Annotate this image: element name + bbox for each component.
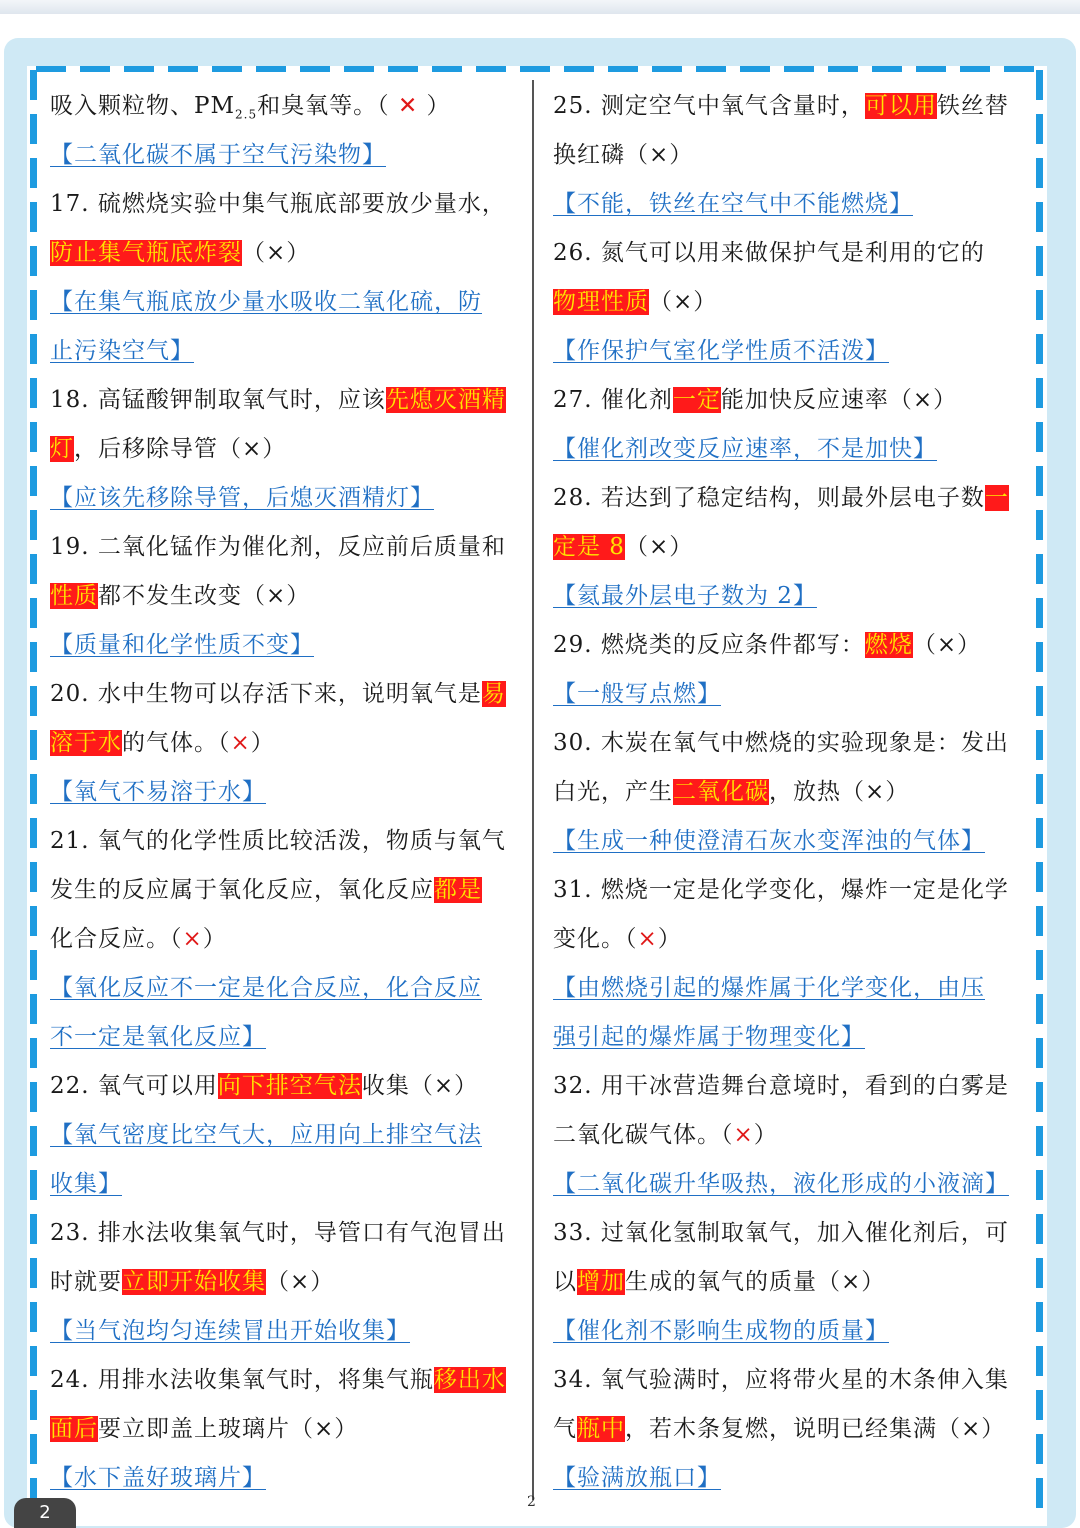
line-text: 收集（×） bbox=[361, 1073, 479, 1099]
wrong-mark: × bbox=[182, 926, 203, 952]
line-text: ） bbox=[418, 93, 451, 119]
answer-line bbox=[553, 180, 1023, 229]
line-text: 【应该先移除导管，后熄灭酒精灯】 bbox=[50, 485, 434, 511]
answer-line bbox=[553, 1307, 1023, 1356]
answer-line bbox=[553, 964, 1023, 1013]
line-text: 28. 若达到了稳定结构，则最外层电子数 bbox=[553, 485, 985, 511]
question-line bbox=[553, 915, 1023, 964]
answer-line bbox=[553, 425, 1023, 474]
highlighted-error-text: 可以用 bbox=[864, 93, 937, 119]
answer-line bbox=[50, 474, 520, 523]
question-line bbox=[553, 866, 1023, 915]
highlighted-error-text: 定是 8 bbox=[553, 534, 625, 560]
question-line bbox=[50, 1405, 520, 1454]
line-text: 换红磷（×） bbox=[553, 142, 694, 168]
line-text: 30. 木炭在氧气中燃烧的实验现象是：发出 bbox=[553, 730, 1009, 756]
line-text: 和臭氧等。（ bbox=[257, 93, 398, 119]
highlighted-error-text: 面后 bbox=[50, 1416, 98, 1442]
line-text: 29. 燃烧类的反应条件都写： bbox=[553, 632, 865, 658]
line-text: 变化。（ bbox=[553, 926, 638, 952]
answer-line bbox=[553, 572, 1023, 621]
line-text: 不一定是氧化反应】 bbox=[50, 1024, 266, 1050]
line-text: 发生的反应属于氧化反应，氧化反应 bbox=[50, 877, 434, 903]
question-line bbox=[50, 523, 520, 572]
answer-line bbox=[50, 1454, 520, 1503]
dashed-border-top bbox=[36, 66, 1038, 72]
highlighted-error-text: 灯 bbox=[50, 436, 74, 462]
line-text: （×） bbox=[624, 534, 694, 560]
line-text: 20. 水中生物可以存活下来，说明氧气是 bbox=[50, 681, 482, 707]
dashed-border-right bbox=[1036, 70, 1043, 1516]
line-text: 25. 测定空气中氧气含量时， bbox=[553, 93, 865, 119]
question-line bbox=[50, 817, 520, 866]
question-line bbox=[50, 376, 520, 425]
highlighted-error-text: 易 bbox=[481, 681, 506, 707]
question-line bbox=[553, 1209, 1023, 1258]
line-text: 32. 用干冰营造舞台意境时，看到的白雾是 bbox=[553, 1073, 1009, 1099]
line-text: 26. 氮气可以用来做保护气是利用的它的 bbox=[553, 240, 985, 266]
line-text: （×） bbox=[242, 240, 311, 266]
question-line bbox=[50, 229, 520, 278]
line-text: 2.5 bbox=[235, 107, 258, 122]
line-text: 要立即盖上玻璃片（×） bbox=[98, 1416, 359, 1442]
answer-line bbox=[50, 131, 520, 180]
line-text: 19. 二氧化锰作为催化剂，反应前后质量和 bbox=[50, 534, 506, 560]
highlighted-error-text: 立即开始收集 bbox=[122, 1269, 266, 1295]
question-line bbox=[50, 866, 520, 915]
question-line bbox=[50, 1209, 520, 1258]
highlighted-error-text: 性质 bbox=[50, 583, 98, 609]
line-text: 31. 燃烧一定是化学变化，爆炸一定是化学 bbox=[553, 877, 1009, 903]
line-text: 白光，产生 bbox=[553, 779, 673, 805]
question-line bbox=[553, 1258, 1023, 1307]
question-line bbox=[50, 572, 520, 621]
line-text: 【二氧化碳不属于空气污染物】 bbox=[50, 142, 386, 168]
question-line bbox=[50, 670, 520, 719]
wrong-mark: × bbox=[733, 1122, 754, 1148]
line-text: ，若木条复燃，说明已经集满（×） bbox=[625, 1416, 1006, 1442]
line-text: 23. 排水法收集氧气时，导管口有气泡冒出 bbox=[50, 1220, 506, 1246]
right-column bbox=[553, 82, 1023, 1503]
line-text: 以 bbox=[553, 1269, 577, 1295]
line-text: ，后移除导管（×） bbox=[74, 436, 287, 462]
line-text: ） bbox=[202, 926, 227, 952]
line-text: 【氧气密度比空气大，应用向上排空气法 bbox=[50, 1122, 482, 1148]
line-text: 【水下盖好玻璃片】 bbox=[50, 1465, 266, 1491]
line-text: 能加快反应速率（×） bbox=[720, 387, 958, 413]
line-text: （×） bbox=[266, 1269, 335, 1295]
highlighted-error-text: 瓶中 bbox=[577, 1416, 625, 1442]
question-line bbox=[553, 82, 1023, 131]
question-line bbox=[553, 1405, 1023, 1454]
line-text: 【一般写点燃】 bbox=[553, 681, 721, 707]
question-line bbox=[553, 719, 1023, 768]
line-text: 气 bbox=[553, 1416, 577, 1442]
highlighted-error-text: 二氧化碳 bbox=[673, 779, 769, 805]
question-line bbox=[553, 768, 1023, 817]
answer-line bbox=[553, 817, 1023, 866]
wrong-mark: ✕ bbox=[397, 93, 419, 119]
highlighted-error-text: 增加 bbox=[577, 1269, 625, 1295]
line-text: 【催化剂改变反应速率，不是加快】 bbox=[553, 436, 937, 462]
line-text: 22. 氧气可以用 bbox=[50, 1073, 218, 1099]
line-text: 【由燃烧引起的爆炸属于化学变化，由压 bbox=[553, 975, 985, 1001]
question-line bbox=[553, 376, 1023, 425]
answer-line bbox=[50, 1160, 520, 1209]
highlighted-error-text: 一 bbox=[984, 485, 1009, 511]
question-line bbox=[553, 1111, 1023, 1160]
line-text: 【氧气不易溶于水】 bbox=[50, 779, 266, 805]
line-text: 【验满放瓶口】 bbox=[553, 1465, 721, 1491]
question-line bbox=[50, 1356, 520, 1405]
line-text: 化合反应。（ bbox=[50, 926, 183, 952]
line-text: 33. 过氧化氢制取氧气，加入催化剂后，可 bbox=[553, 1220, 1009, 1246]
line-text: 【作保护气室化学性质不活泼】 bbox=[553, 338, 889, 364]
line-text: 都不发生改变（×） bbox=[98, 583, 311, 609]
line-text: 收集】 bbox=[50, 1171, 122, 1197]
answer-line bbox=[50, 768, 520, 817]
line-text: （×） bbox=[912, 632, 982, 658]
line-text: 27. 催化剂 bbox=[553, 387, 673, 413]
highlighted-error-text: 先熄灭酒精 bbox=[385, 387, 506, 413]
question-line bbox=[553, 1062, 1023, 1111]
corner-badge: 2 bbox=[14, 1498, 76, 1528]
question-line bbox=[553, 278, 1023, 327]
answer-line bbox=[553, 327, 1023, 376]
question-line bbox=[553, 474, 1023, 523]
line-text: ） bbox=[250, 730, 275, 756]
left-column bbox=[50, 82, 520, 1503]
line-text: 【质量和化学性质不变】 bbox=[50, 632, 314, 658]
highlighted-error-text: 物理性质 bbox=[553, 289, 649, 315]
line-text: ） bbox=[657, 926, 682, 952]
question-line bbox=[50, 82, 520, 131]
line-text: 【催化剂不影响生成物的质量】 bbox=[553, 1318, 889, 1344]
top-strip bbox=[0, 0, 1080, 14]
column-divider bbox=[532, 80, 534, 1500]
line-text: 【生成一种使澄清石灰水变浑浊的气体】 bbox=[553, 828, 985, 854]
line-text: ，放热（×） bbox=[769, 779, 910, 805]
answer-line bbox=[50, 621, 520, 670]
answer-line bbox=[553, 670, 1023, 719]
highlighted-error-text: 溶于水 bbox=[50, 730, 122, 756]
highlighted-error-text: 都是 bbox=[434, 877, 482, 903]
line-text: 时就要 bbox=[50, 1269, 122, 1295]
line-text: 铁丝替 bbox=[936, 93, 1009, 119]
wrong-mark: × bbox=[230, 730, 251, 756]
question-line bbox=[553, 131, 1023, 180]
answer-line bbox=[50, 327, 520, 376]
line-text: 止污染空气】 bbox=[50, 338, 194, 364]
line-text: 21. 氧气的化学性质比较活泼，物质与氧气 bbox=[50, 828, 506, 854]
line-text: 24. 用排水法收集氧气时，将集气瓶 bbox=[50, 1367, 434, 1393]
question-line bbox=[553, 523, 1023, 572]
line-text: 【氦最外层电子数为 2】 bbox=[553, 583, 817, 609]
question-line bbox=[50, 425, 520, 474]
answer-line bbox=[553, 1013, 1023, 1062]
line-text: 34. 氧气验满时，应将带火星的木条伸入集 bbox=[553, 1367, 1009, 1393]
highlighted-error-text: 防止集气瓶底炸裂 bbox=[50, 240, 242, 266]
highlighted-error-text: 一定 bbox=[672, 387, 721, 413]
question-line bbox=[50, 180, 520, 229]
line-text: 【在集气瓶底放少量水吸收二氧化硫，防 bbox=[50, 289, 482, 315]
line-text: 吸入颗粒物、PM bbox=[50, 93, 236, 119]
line-text: 【不能，铁丝在空气中不能燃烧】 bbox=[553, 191, 913, 217]
question-line bbox=[50, 1062, 520, 1111]
question-line bbox=[553, 621, 1023, 670]
answer-line bbox=[553, 1160, 1023, 1209]
line-text: 的气体。（ bbox=[122, 730, 231, 756]
line-text: 强引起的爆炸属于物理变化】 bbox=[553, 1024, 865, 1050]
line-text: 18. 高锰酸钾制取氧气时，应该 bbox=[50, 387, 386, 413]
dashed-border-left bbox=[30, 70, 37, 1516]
highlighted-error-text: 向下排空气法 bbox=[217, 1073, 362, 1099]
question-line bbox=[50, 915, 520, 964]
question-line bbox=[553, 1356, 1023, 1405]
answer-line bbox=[50, 1111, 520, 1160]
line-text: 生成的氧气的质量（×） bbox=[625, 1269, 886, 1295]
line-text: ） bbox=[753, 1122, 778, 1148]
question-line bbox=[553, 229, 1023, 278]
question-line bbox=[50, 1258, 520, 1307]
line-text: 二氧化碳气体。（ bbox=[553, 1122, 734, 1148]
page-number: 2 bbox=[527, 1494, 536, 1510]
line-text: （×） bbox=[649, 289, 718, 315]
answer-line bbox=[50, 278, 520, 327]
line-text: 【二氧化碳升华吸热，液化形成的小液滴】 bbox=[553, 1171, 1009, 1197]
question-line bbox=[50, 719, 520, 768]
wrong-mark: × bbox=[637, 926, 658, 952]
answer-line bbox=[50, 1307, 520, 1356]
answer-line bbox=[50, 1013, 520, 1062]
highlighted-error-text: 燃烧 bbox=[864, 632, 913, 658]
answer-line bbox=[553, 1454, 1023, 1503]
highlighted-error-text: 移出水 bbox=[433, 1367, 506, 1393]
line-text: 【当气泡均匀连续冒出开始收集】 bbox=[50, 1318, 410, 1344]
line-text: 17. 硫燃烧实验中集气瓶底部要放少量水， bbox=[50, 191, 506, 217]
answer-line bbox=[50, 964, 520, 1013]
line-text: 【氧化反应不一定是化合反应，化合反应 bbox=[50, 975, 482, 1001]
